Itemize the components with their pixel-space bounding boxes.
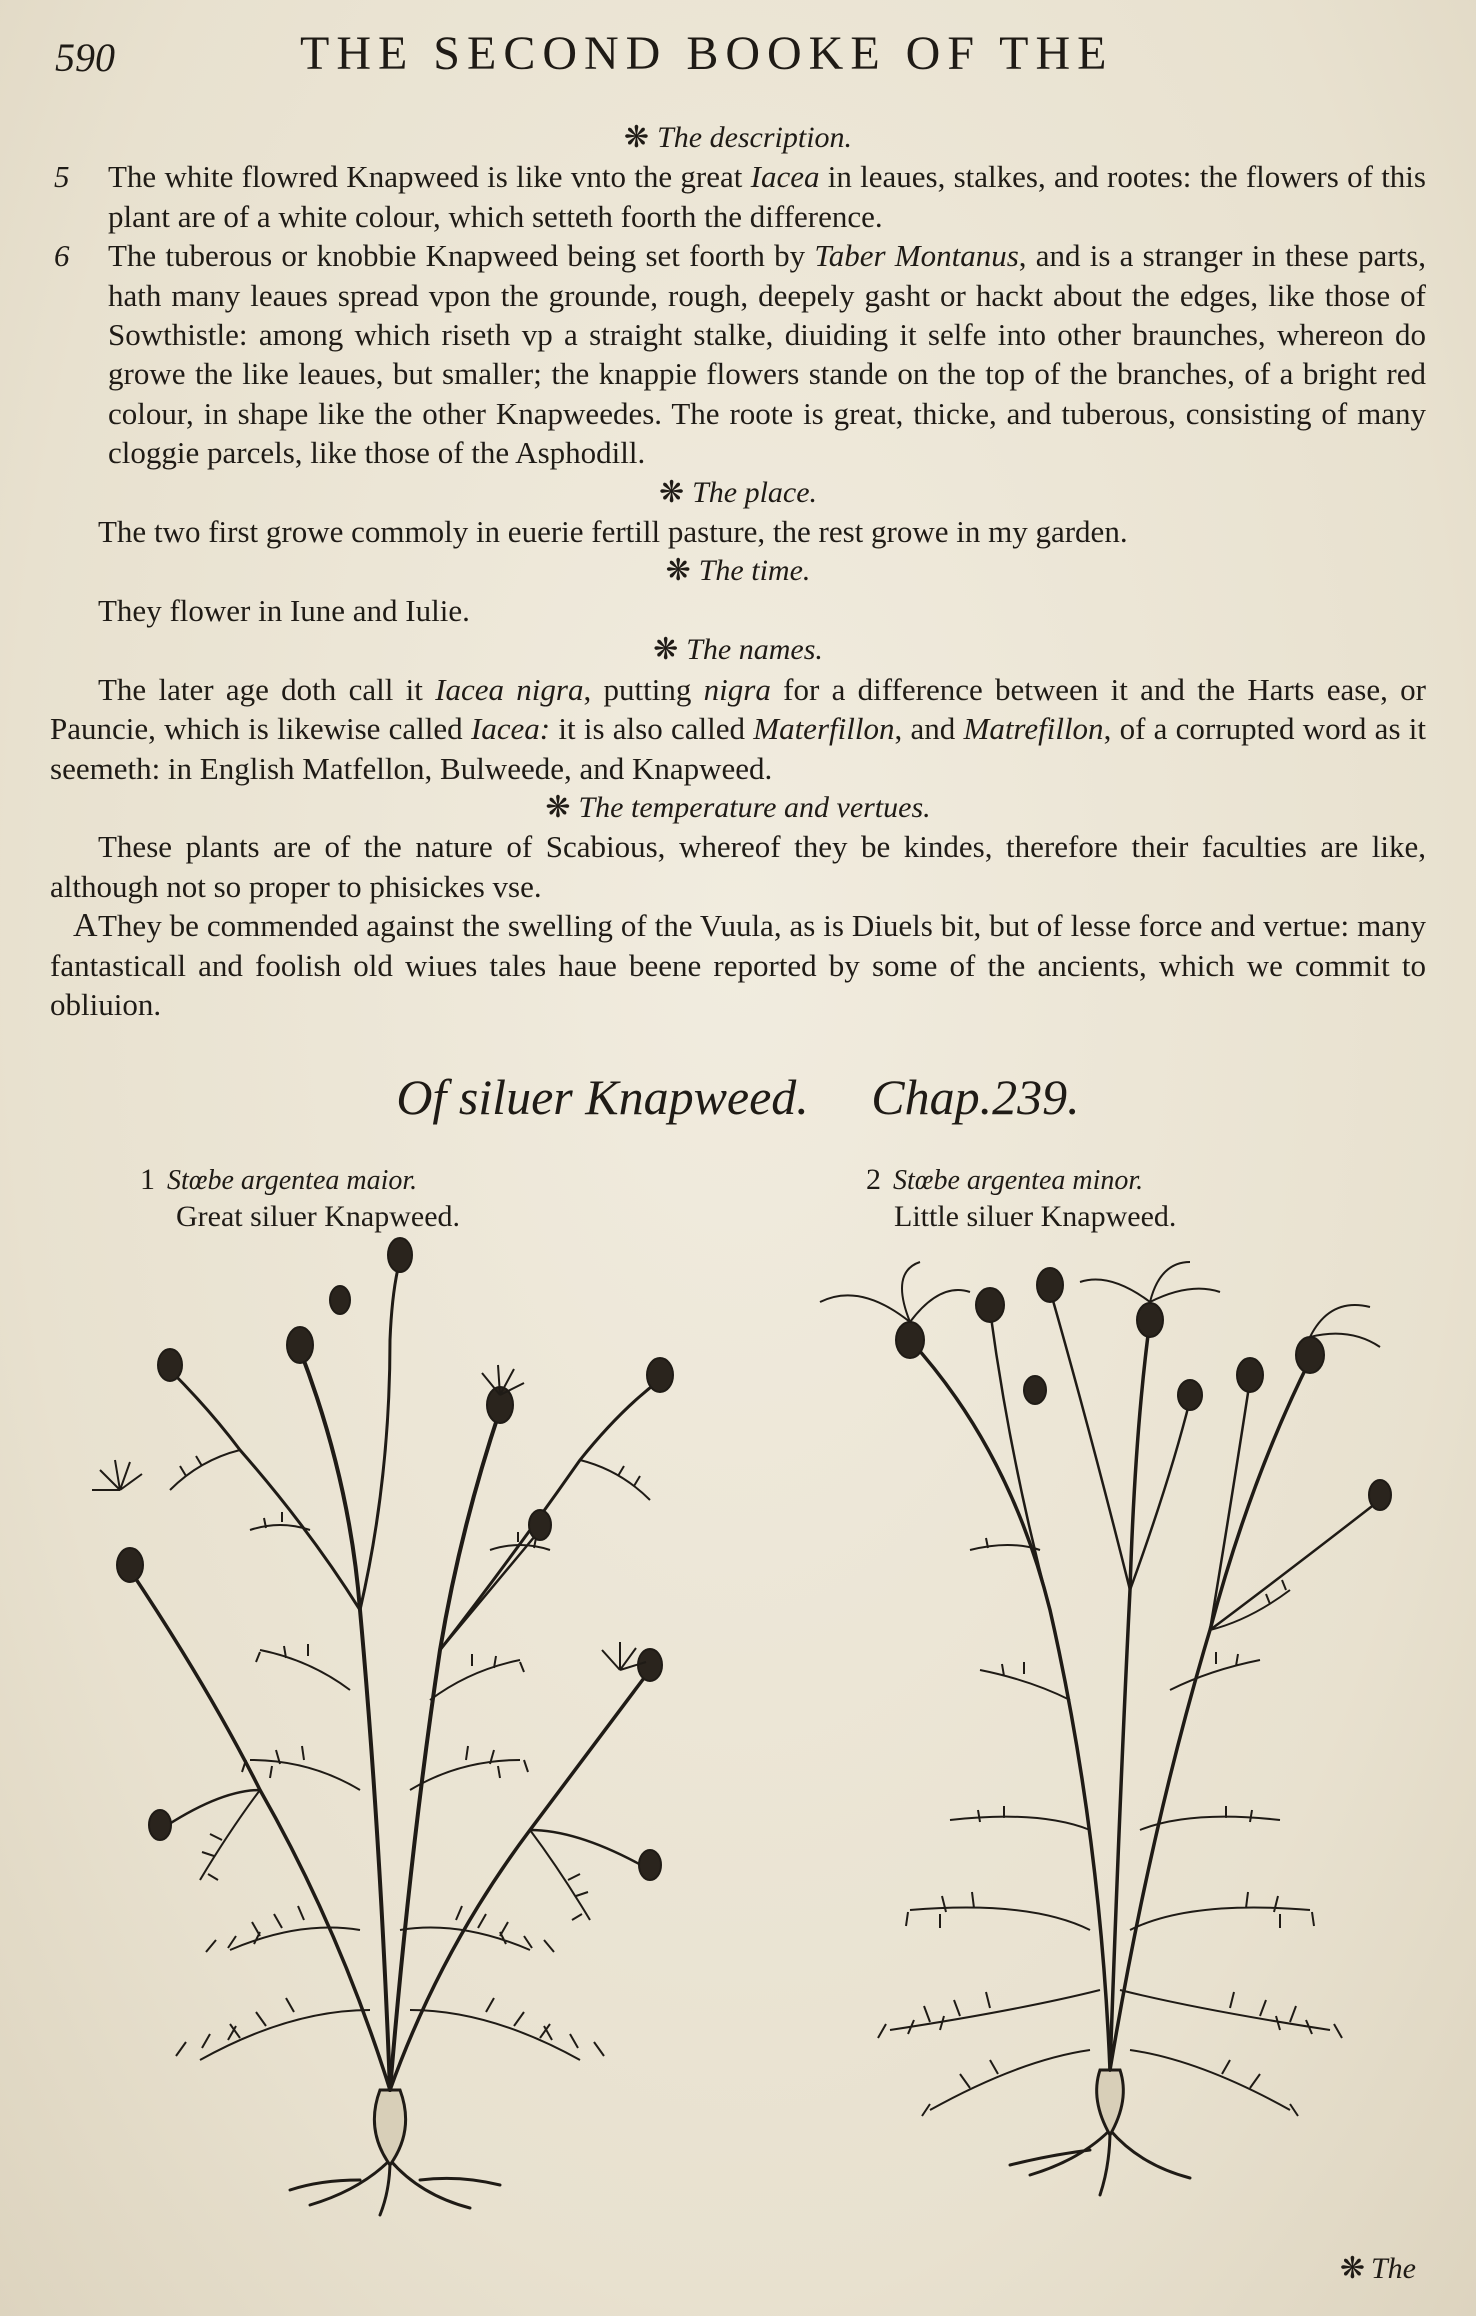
section-heading-description: ❋ The description. — [623, 121, 853, 154]
fleuron-icon: ❋ — [1339, 2252, 1365, 2285]
chapter-title: Of siluer Knapweed. Chap.239. — [396, 1069, 1080, 1125]
figure-1-caption — [140, 1162, 460, 1235]
margin-letter: A — [73, 907, 98, 945]
fleuron-icon: ❋ — [658, 475, 685, 509]
figure-english-name: Great siluer Knapweed. — [176, 1200, 461, 1233]
fleuron-icon: ❋ — [545, 790, 571, 824]
fleuron-icon: ❋ — [665, 554, 691, 588]
paragraph-6: 6 The tuberous or knobbie Knapweed being set foorth by Taber Montanus, and is a stranger in these parts, hath many leaues spread vpon the grounde, rough, deepely gasht or hackt about the edges, like those of Sowthistle: among which riseth vp a straight stalke, diuiding it selfe into other braunches, whereon do growe the like leaues, but smaller; the knappie flowers stande on the top of the branches, of a bright red colour, in shape like the other Knapweedes. The roote is great, thicke, and tuberous, consisting of many cloggie parcels, like those of the Asphodill. — [54, 238, 1427, 471]
great-silver-knapweed-illustration — [60, 1230, 720, 2220]
section-heading-time: ❋ The time. — [665, 554, 811, 588]
body-text — [50, 118, 1426, 1024]
figure-latin-name: Stœbe argentea maior. — [167, 1165, 418, 1196]
figure-latin-name: Stœbe argentea minor. — [893, 1165, 1144, 1196]
page-header — [50, 20, 1426, 80]
fleuron-icon: ❋ — [623, 121, 650, 154]
section-heading-names: ❋ The names. — [653, 633, 823, 667]
names-paragraph: The later age doth call it Iacea nigra, putting nigra for a difference between it and the Harts ease, or Pauncie, which is likewise called Iacea: it is also called Materfillon, and Matrefillon, of a corrupted word as it seemeth: in English Matfellon, Bulweede, and Knapweed. — [50, 671, 1426, 786]
section-heading-temperature: ❋ The temperature and vertues. — [545, 790, 931, 824]
fleuron-icon: ❋ — [653, 633, 679, 667]
little-silver-knapweed-illustration — [790, 1230, 1420, 2220]
figure-english-name: Little siluer Knapweed. — [894, 1200, 1177, 1233]
temperature-paragraph-1: These plants are of the nature of Scabious, whereof they be kindes, therefore their faculties are like, although not so proper to phisickes vse. — [50, 829, 1426, 904]
figure-number: 2 — [866, 1163, 881, 1196]
page-number: 590 — [55, 35, 115, 80]
catchword: ❋ The — [1339, 2252, 1416, 2285]
section-heading-place: ❋ The place. — [658, 475, 818, 509]
time-paragraph: They flower in Iune and Iulie. — [98, 592, 470, 628]
figure-2-caption — [866, 1162, 1176, 1235]
temperature-paragraph-2: A They be commended against the swelling of the Vuula, as is Diuels bit, but of lesse force and vertue: many fantasticall and foolish old wiues tales haue beene reported by some of the ancients, which we commit to obliuion. — [50, 906, 1426, 1024]
paragraph-number: 5 — [54, 159, 70, 195]
paragraph-5: 5 The white flowred Knapweed is like vnto the great Iacea in leaues, stalkes, and rootes: the flowers of this plant are of a white colour, which setteth foorth the difference. — [54, 159, 1426, 234]
running-head: THE SECOND BOOKE OF THE — [300, 27, 1114, 80]
place-paragraph: The two first growe commoly in euerie fertill pasture, the rest growe in my garden. — [98, 514, 1128, 550]
paragraph-number: 6 — [54, 238, 70, 274]
figure-number: 1 — [140, 1163, 155, 1196]
